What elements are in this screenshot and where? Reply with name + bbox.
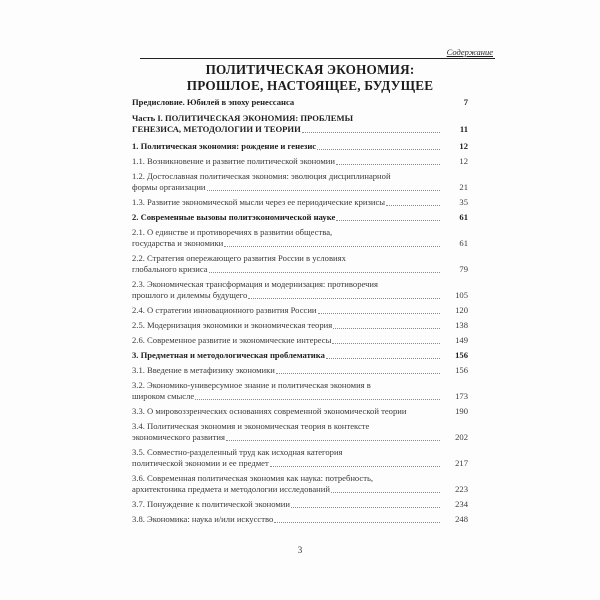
page-number: 3 bbox=[297, 545, 303, 555]
toc-page-number: 11 bbox=[459, 124, 468, 134]
dot-leader bbox=[318, 312, 440, 314]
dot-leader bbox=[331, 491, 440, 493]
toc-entry-text: 3.7. Понуждение к политической экономии bbox=[132, 499, 290, 509]
title-line-1: ПОЛИТИЧЕСКАЯ ЭКОНОМИЯ: bbox=[205, 62, 415, 77]
toc-entry bbox=[132, 141, 468, 152]
toc-entry-text: 1. Политическая экономия: рождение и генезис bbox=[132, 141, 317, 151]
dot-leader bbox=[207, 189, 440, 191]
table-of-contents bbox=[132, 93, 468, 525]
toc-entry bbox=[132, 380, 468, 402]
dot-leader bbox=[209, 271, 440, 273]
toc-entry-text: 3. Предметная и методологическая проблематика bbox=[132, 350, 325, 360]
toc-entry-text: 2.2. Стратегия опережающего развития России в условиях bbox=[132, 253, 346, 263]
toc-entry-text: 2.1. О единстве и противоречиях в развитии общества, bbox=[132, 227, 333, 237]
dot-leader bbox=[386, 204, 440, 206]
dot-leader bbox=[274, 521, 440, 523]
toc-entry-text: 3.8. Экономика: наука и/или искусство bbox=[132, 514, 274, 524]
dot-leader bbox=[407, 414, 440, 415]
toc-page-number: 190 bbox=[455, 406, 468, 416]
toc-entry-text: ГЕНЕЗИСА, МЕТОДОЛОГИИ И ТЕОРИИ bbox=[132, 124, 301, 134]
toc-entry bbox=[132, 212, 468, 223]
toc-entry-text: Часть I. ПОЛИТИЧЕСКАЯ ЭКОНОМИЯ: ПРОБЛЕМЫ bbox=[132, 113, 354, 123]
toc-entry-text: широком смысле bbox=[132, 391, 195, 401]
dot-leader bbox=[195, 398, 440, 400]
dot-leader bbox=[270, 465, 440, 467]
toc-page-number: 202 bbox=[455, 432, 468, 442]
toc-page-number: 12 bbox=[459, 156, 468, 166]
dot-leader bbox=[224, 245, 440, 247]
toc-entry bbox=[132, 305, 468, 316]
toc-page-number: 138 bbox=[455, 320, 468, 330]
toc-entry-text: архитектоника предмета и методологии исследований bbox=[132, 484, 330, 494]
dot-leader bbox=[226, 439, 440, 441]
toc-page-number: 248 bbox=[455, 514, 468, 524]
toc-page-number: 35 bbox=[459, 197, 468, 207]
dot-leader bbox=[291, 506, 440, 508]
running-head-rule bbox=[140, 44, 495, 59]
toc-entry bbox=[132, 113, 468, 135]
toc-entry bbox=[132, 156, 468, 167]
toc-entry-text: 1.1. Возникновение и развитие политической экономии bbox=[132, 156, 336, 166]
dot-leader bbox=[336, 219, 440, 221]
toc-page-number: 12 bbox=[459, 141, 468, 151]
toc-entry-text: 3.6. Современная политическая экономия как наука: потребность, bbox=[132, 473, 374, 483]
toc-entry-text: 1.3. Развитие экономической мысли через ее периодические кризисы bbox=[132, 197, 386, 207]
toc-entry bbox=[132, 350, 468, 361]
toc-entry bbox=[132, 171, 468, 193]
toc-entry-text: формы организации bbox=[132, 182, 206, 192]
toc-page-number: 156 bbox=[455, 365, 468, 375]
toc-page-number: 61 bbox=[459, 212, 468, 222]
toc-entry-text: политической экономии и ее предмет bbox=[132, 458, 269, 468]
toc-entry-text: Предисловие. Юбилей в эпоху ренессанса bbox=[132, 97, 295, 107]
dot-leader bbox=[248, 297, 440, 299]
toc-entry-text: 3.3. О мировоззренческих основаниях современной экономической теории bbox=[132, 406, 407, 416]
toc-entry bbox=[132, 227, 468, 249]
toc-entry-text: 2.3. Экономическая трансформация и модернизация: противоречия bbox=[132, 279, 378, 289]
toc-page-number: 156 bbox=[455, 350, 468, 360]
toc-entry bbox=[132, 97, 468, 108]
toc-entry-text: 3.1. Введение в метафизику экономики bbox=[132, 365, 275, 375]
toc-page-number: 223 bbox=[455, 484, 468, 494]
toc-entry-text: государства и экономики bbox=[132, 238, 224, 248]
running-head: Содержание bbox=[446, 47, 493, 57]
toc-entry bbox=[132, 335, 468, 346]
toc-page-number: 173 bbox=[455, 391, 468, 401]
toc-entry-text: 3.2. Экономико-универсумное знание и политическая экономия в bbox=[132, 380, 371, 390]
toc-entry-text: 3.4. Политическая экономия и экономическая теория в контексте bbox=[132, 421, 370, 431]
dot-leader bbox=[326, 357, 440, 359]
toc-entry-text: прошлого и дилеммы будущего bbox=[132, 290, 248, 300]
title-line-2: ПРОШЛОЕ, НАСТОЯЩЕЕ, БУДУЩЕЕ bbox=[186, 78, 434, 93]
dot-leader bbox=[276, 372, 440, 374]
toc-page-number: 120 bbox=[455, 305, 468, 315]
toc-entry bbox=[132, 365, 468, 376]
toc-entry-text: экономического развития bbox=[132, 432, 225, 442]
toc-page-number: 7 bbox=[463, 97, 468, 107]
toc-page-number: 217 bbox=[455, 458, 468, 468]
toc-entry-text: 2.4. О стратегии инновационного развития России bbox=[132, 305, 317, 315]
toc-entry bbox=[132, 406, 468, 417]
toc-page-number: 79 bbox=[459, 264, 468, 274]
dot-leader bbox=[336, 163, 440, 165]
toc-entry-text: 3.5. Совместно-разделенный труд как исходная категория bbox=[132, 447, 343, 457]
toc-entry bbox=[132, 279, 468, 301]
toc-entry bbox=[132, 514, 468, 525]
toc-page-number: 234 bbox=[455, 499, 468, 509]
dot-leader bbox=[295, 105, 440, 106]
book-title bbox=[130, 62, 490, 94]
toc-entry-text: 2.5. Модернизация экономики и экономическая теория bbox=[132, 320, 333, 330]
toc-entry-text: 2. Современные вызовы политэкономической науке bbox=[132, 212, 336, 222]
dot-leader bbox=[332, 342, 440, 344]
toc-entry bbox=[132, 447, 468, 469]
toc-page-number: 21 bbox=[459, 182, 468, 192]
toc-entry bbox=[132, 197, 468, 208]
toc-entry-text: глобального кризиса bbox=[132, 264, 208, 274]
toc-entry bbox=[132, 253, 468, 275]
toc-entry-text: 2.6. Современное развитие и экономические интересы bbox=[132, 335, 332, 345]
dot-leader bbox=[302, 131, 440, 133]
toc-entry bbox=[132, 499, 468, 510]
toc-entry bbox=[132, 320, 468, 331]
toc-page-number: 61 bbox=[459, 238, 468, 248]
dot-leader bbox=[317, 148, 440, 150]
toc-entry bbox=[132, 473, 468, 495]
toc-entry-text: 1.2. Достославная политическая экономия: эволюция дисциплинарной bbox=[132, 171, 391, 181]
toc-page-number: 105 bbox=[455, 290, 468, 300]
dot-leader bbox=[333, 327, 440, 329]
toc-entry bbox=[132, 421, 468, 443]
toc-page-number: 149 bbox=[455, 335, 468, 345]
